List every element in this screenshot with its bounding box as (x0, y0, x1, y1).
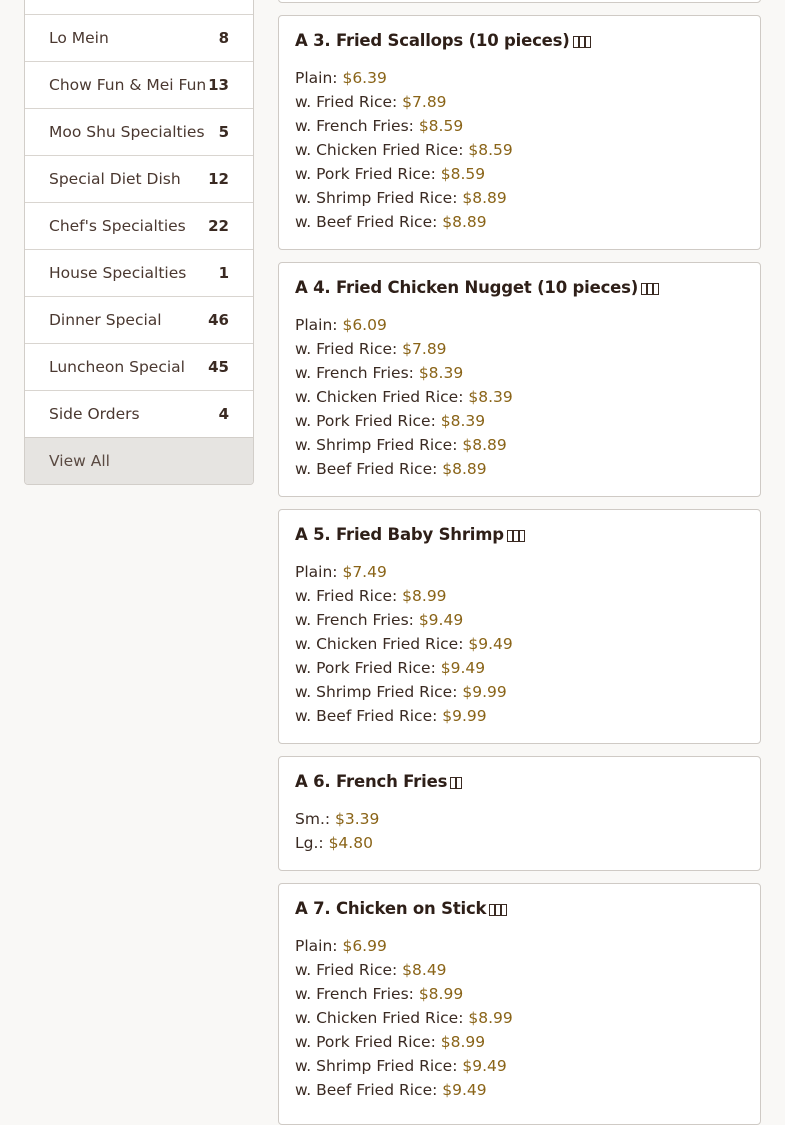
view-all-link[interactable]: View All (25, 437, 253, 484)
menu-item-card[interactable] (278, 756, 761, 871)
price-list (295, 934, 513, 1102)
price-row (295, 409, 513, 433)
sidebar-item-dinner-special[interactable] (25, 296, 253, 343)
price-value: $8.99 (418, 985, 464, 1003)
price-label: w. Fried Rice: (295, 587, 398, 605)
price-list (295, 807, 379, 855)
price-label: w. Chicken Fried Rice: (295, 141, 464, 159)
menu-item-card-previous[interactable] (278, 0, 761, 3)
price-row (295, 560, 513, 584)
price-value: $8.49 (402, 961, 447, 979)
price-row (295, 704, 513, 728)
menu-item-title-text: A 7. Chicken on Stick (295, 899, 487, 918)
price-label: w. Pork Fried Rice: (295, 659, 436, 677)
price-row (295, 313, 513, 337)
price-label: w. Shrimp Fried Rice: (295, 1057, 458, 1075)
price-label: w. Chicken Fried Rice: (295, 388, 464, 406)
price-value: $8.59 (468, 141, 513, 159)
menu-item-title (295, 525, 525, 544)
price-label: Plain: (295, 563, 338, 581)
price-row (295, 433, 513, 457)
price-label: w. Beef Fried Rice: (295, 460, 438, 478)
sidebar-item-label: Luncheon Special (49, 358, 185, 376)
price-row (295, 138, 513, 162)
price-value: $8.99 (468, 1009, 513, 1027)
chili-pepper-icon (573, 36, 591, 48)
menu-item-card[interactable] (278, 262, 761, 497)
price-label: w. Beef Fried Rice: (295, 1081, 438, 1099)
price-row (295, 807, 379, 831)
price-value: $3.39 (335, 810, 380, 828)
price-row (295, 66, 513, 90)
sidebar-item-label: Moo Shu Specialties (49, 123, 205, 141)
price-value: $8.59 (418, 117, 464, 135)
price-label: w. Shrimp Fried Rice: (295, 436, 458, 454)
price-value: $9.49 (418, 611, 464, 629)
price-value: $8.39 (468, 388, 513, 406)
price-row (295, 337, 513, 361)
sidebar-item-count: 45 (208, 358, 229, 376)
sidebar-item-label: Dinner Special (49, 311, 162, 329)
price-row (295, 90, 513, 114)
price-value: $7.89 (402, 93, 447, 111)
price-label: Lg.: (295, 834, 324, 852)
price-label: Plain: (295, 316, 338, 334)
sidebar-item-count: 22 (208, 217, 229, 235)
price-row (295, 1030, 513, 1054)
sidebar-item-luncheon-special[interactable] (25, 343, 253, 390)
price-value: $9.49 (462, 1057, 507, 1075)
price-value: $8.89 (442, 460, 487, 478)
price-row (295, 982, 513, 1006)
price-label: w. Fried Rice: (295, 93, 398, 111)
menu-item-title (295, 31, 591, 50)
price-row (295, 114, 513, 138)
chili-pepper-icon (507, 530, 525, 542)
sidebar-item-count: 46 (208, 311, 229, 329)
price-value: $7.89 (402, 340, 447, 358)
sidebar-item-special-diet-dish[interactable] (25, 155, 253, 202)
sidebar-item-label: Lo Mein (49, 29, 109, 47)
price-row (295, 680, 513, 704)
price-label: w. Pork Fried Rice: (295, 165, 436, 183)
price-row (295, 162, 513, 186)
price-row (295, 656, 513, 680)
menu-item-title (295, 772, 462, 791)
price-row (295, 632, 513, 656)
sidebar-item-label: House Specialties (49, 264, 187, 282)
sidebar-item-moo-shu-specialties[interactable] (25, 108, 253, 155)
price-label: w. Pork Fried Rice: (295, 1033, 436, 1051)
price-label: w. Shrimp Fried Rice: (295, 189, 458, 207)
chili-pepper-icon (489, 904, 507, 916)
price-row (295, 831, 379, 855)
price-label: Plain: (295, 937, 338, 955)
price-label: w. Chicken Fried Rice: (295, 635, 464, 653)
price-row (295, 361, 513, 385)
sidebar-item-house-specialties[interactable] (25, 249, 253, 296)
menu-item-title-text: A 4. Fried Chicken Nugget (10 pieces) (295, 278, 639, 297)
menu-item-title-text: A 3. Fried Scallops (10 pieces) (295, 31, 570, 50)
price-row (295, 584, 513, 608)
chili-pepper-icon (641, 283, 659, 295)
price-list (295, 66, 513, 234)
price-list (295, 313, 513, 481)
sidebar-item-chow-fun-mei-fun[interactable] (25, 61, 253, 108)
sidebar-item-count: 8 (218, 29, 229, 47)
price-row (295, 385, 513, 409)
menu-item-card[interactable] (278, 509, 761, 744)
menu-item-card[interactable] (278, 15, 761, 250)
price-label: w. French Fries: (295, 985, 414, 1003)
sidebar-item-lo-mein[interactable] (25, 14, 253, 61)
price-value: $8.39 (418, 364, 464, 382)
price-label: w. Fried Rice: (295, 961, 398, 979)
price-list (295, 560, 513, 728)
price-value: $8.89 (462, 436, 507, 454)
price-value: $9.49 (440, 659, 486, 677)
price-value: $8.99 (440, 1033, 486, 1051)
price-row (295, 958, 513, 982)
price-row (295, 1054, 513, 1078)
sidebar-item-count: 1 (218, 264, 229, 282)
price-value: $9.99 (442, 707, 487, 725)
sidebar-item-count: 4 (218, 405, 229, 423)
sidebar-item-label: Chef's Specialties (49, 217, 186, 235)
price-value: $7.49 (342, 563, 387, 581)
price-value: $4.80 (328, 834, 373, 852)
price-value: $6.99 (342, 937, 387, 955)
sidebar-item-previous[interactable] (25, 0, 253, 14)
price-label: w. Beef Fried Rice: (295, 213, 438, 231)
sidebar-item-count: 13 (208, 76, 229, 94)
price-label: Plain: (295, 69, 338, 87)
category-sidebar (24, 0, 254, 485)
price-row (295, 1006, 513, 1030)
price-label: w. Chicken Fried Rice: (295, 1009, 464, 1027)
menu-item-card[interactable] (278, 883, 761, 1125)
menu-item-title (295, 278, 659, 297)
price-label: w. French Fries: (295, 117, 414, 135)
sidebar-item-side-orders[interactable] (25, 390, 253, 437)
chili-pepper-icon (450, 777, 462, 789)
price-row (295, 608, 513, 632)
sidebar-item-count: 5 (218, 123, 229, 141)
price-label: Sm.: (295, 810, 331, 828)
price-value: $6.39 (342, 69, 387, 87)
price-row (295, 457, 513, 481)
menu-item-title-text: A 6. French Fries (295, 772, 448, 791)
menu-item-title-text: A 5. Fried Baby Shrimp (295, 525, 504, 544)
price-value: $9.99 (462, 683, 507, 701)
price-row (295, 1078, 513, 1102)
price-value: $8.59 (440, 165, 486, 183)
sidebar-item-label: Chow Fun & Mei Fun (49, 76, 207, 94)
price-value: $8.99 (402, 587, 447, 605)
menu-item-title (295, 899, 507, 918)
price-label: w. French Fries: (295, 611, 414, 629)
sidebar-item-label: Special Diet Dish (49, 170, 181, 188)
price-value: $9.49 (468, 635, 513, 653)
price-row (295, 210, 513, 234)
price-value: $8.89 (462, 189, 507, 207)
price-row (295, 934, 513, 958)
price-value: $8.39 (440, 412, 486, 430)
price-value: $9.49 (442, 1081, 487, 1099)
price-label: w. French Fries: (295, 364, 414, 382)
price-label: w. Shrimp Fried Rice: (295, 683, 458, 701)
price-label: w. Fried Rice: (295, 340, 398, 358)
price-value: $6.09 (342, 316, 387, 334)
price-value: $8.89 (442, 213, 487, 231)
sidebar-item-label: Side Orders (49, 405, 140, 423)
sidebar-item-count: 12 (208, 170, 229, 188)
price-row (295, 186, 513, 210)
category-list (25, 0, 253, 437)
price-label: w. Pork Fried Rice: (295, 412, 436, 430)
sidebar-item-chefs-specialties[interactable] (25, 202, 253, 249)
price-label: w. Beef Fried Rice: (295, 707, 438, 725)
